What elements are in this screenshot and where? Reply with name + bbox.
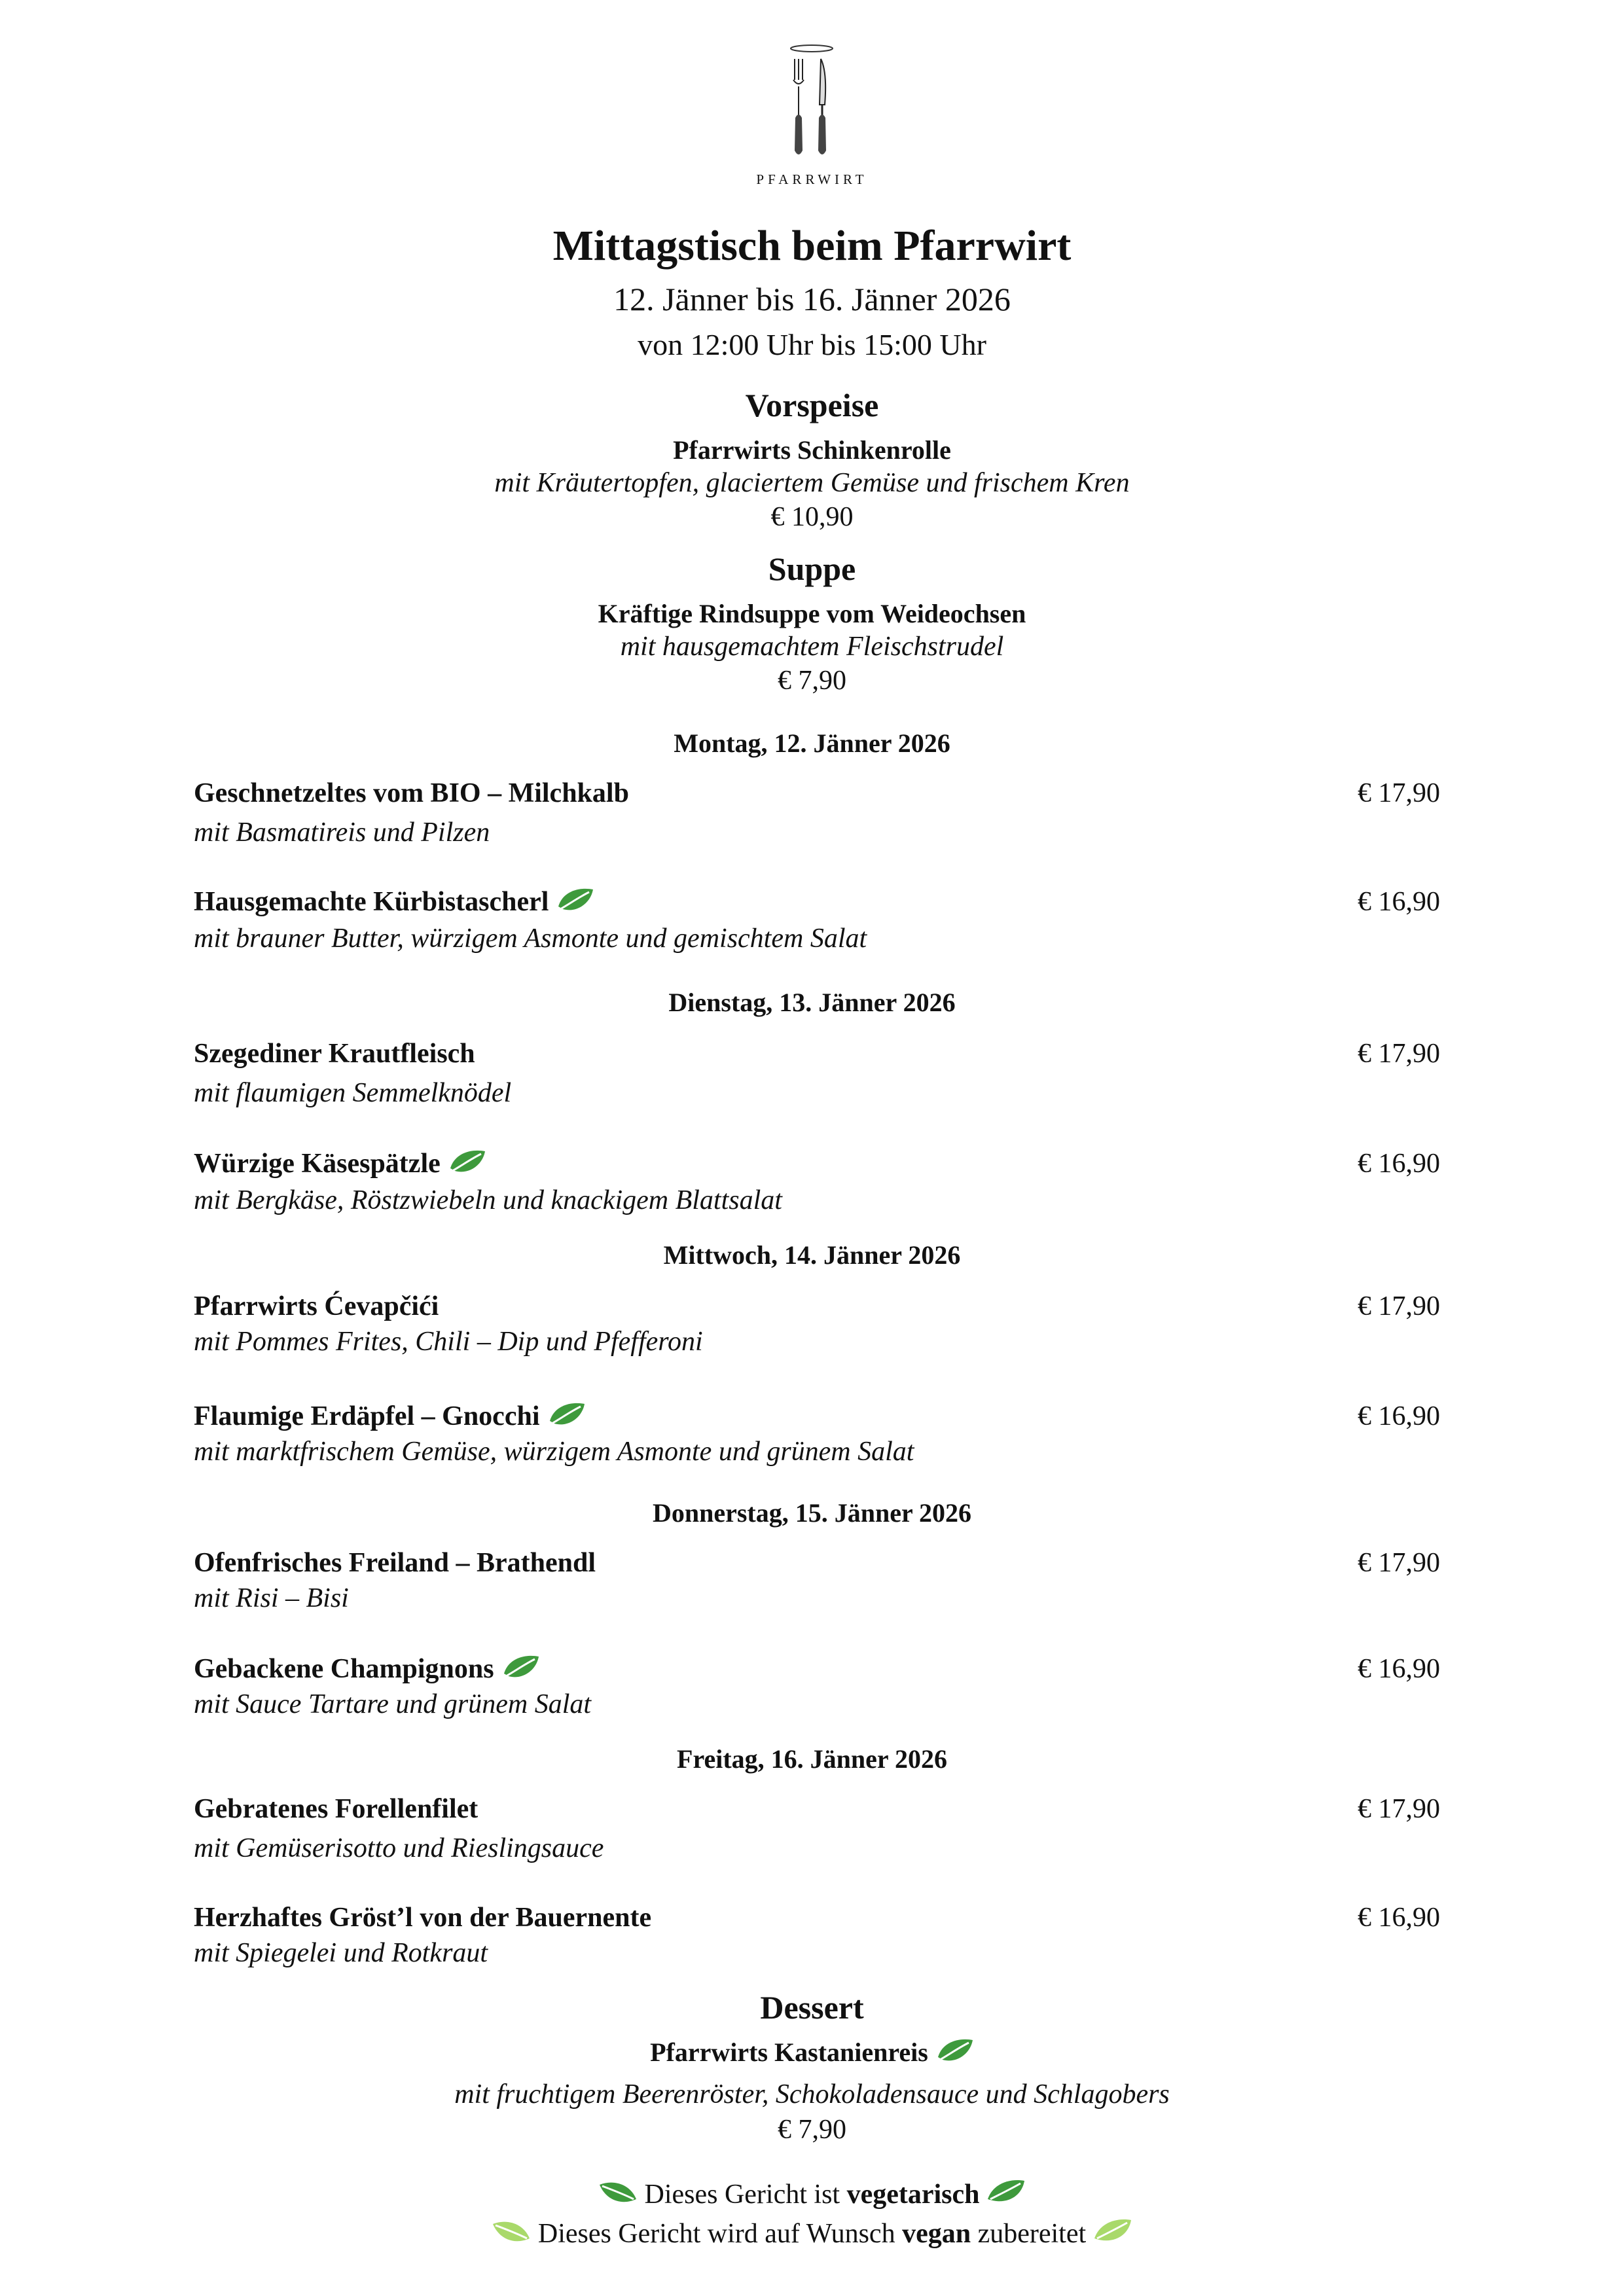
soup-description: mit hausgemachtem Fleischstrudel: [620, 632, 1004, 662]
dish-name: Gebratenes Forellenfilet: [194, 1794, 478, 1824]
dish-description: mit marktfrischem Gemüse, würzigem Asmonte und grünem Salat: [194, 1437, 914, 1467]
dish-price: € 17,90: [1358, 1794, 1440, 1824]
dish-price: € 17,90: [1358, 778, 1440, 808]
vegetarian-leaf-icon: [556, 887, 594, 914]
dessert-heading: Dessert: [760, 1989, 864, 2026]
legend-vegetarian: [0, 2178, 1624, 2210]
dish-description: mit Gemüserisotto und Rieslingsauce: [194, 1833, 604, 1863]
soup-heading: Suppe: [768, 550, 856, 587]
vegan-leaf-icon: [1093, 2217, 1132, 2245]
dish-price: € 17,90: [1358, 1039, 1440, 1069]
legend-vegetarian-word: vegetarisch: [846, 2179, 980, 2210]
brand-name: PFARRWIRT: [756, 171, 868, 187]
legend-vegan-text: Dieses Gericht wird auf Wunsch: [537, 2219, 895, 2249]
day-heading-monday: Montag, 12. Jänner 2026: [674, 728, 950, 758]
legend-vegan-suffix: zubereitet: [977, 2219, 1087, 2249]
page-title: Mittagstisch beim Pfarrwirt: [552, 222, 1072, 270]
starter-description: mit Kräutertopfen, glaciertem Gemüse und frischem Kren: [494, 468, 1130, 498]
day-heading-tuesday: Dienstag, 13. Jänner 2026: [668, 988, 956, 1017]
dish-description: mit Sauce Tartare und grünem Salat: [194, 1689, 592, 1719]
dish-description: mit Pommes Frites, Chili – Dip und Pfefferoni: [194, 1327, 703, 1357]
dish-description: mit flaumigen Semmelknödel: [194, 1078, 512, 1108]
dish-description: mit brauner Butter, würzigem Asmonte und gemischtem Salat: [194, 924, 867, 954]
dish-name: Flaumige Erdäpfel – Gnocchi: [194, 1401, 586, 1432]
dish-name: Szegediner Krautfleisch: [194, 1039, 475, 1069]
dish-name: Herzhaftes Gröst’l von der Bauernente: [194, 1903, 652, 1933]
dish-name: Ofenfrisches Freiland – Brathendl: [194, 1548, 596, 1578]
dish-description: mit Basmatireis und Pilzen: [194, 817, 490, 848]
dish-price: € 17,90: [1358, 1548, 1440, 1578]
dish-name: Hausgemachte Kürbistascherl: [194, 886, 594, 918]
dish-price: € 16,90: [1358, 1903, 1440, 1933]
day-heading-thursday: Donnerstag, 15. Jänner 2026: [652, 1498, 972, 1528]
starter-heading: Vorspeise: [745, 387, 879, 423]
dish-name: Geschnetzeltes vom BIO – Milchkalb: [194, 778, 629, 808]
dish-price: € 16,90: [1358, 887, 1440, 917]
day-heading-friday: Freitag, 16. Jänner 2026: [677, 1744, 947, 1774]
date-range: 12. Jänner bis 16. Jänner 2026: [613, 281, 1011, 317]
legend-vegan: [0, 2217, 1624, 2250]
dessert-description: mit fruchtigem Beerenröster, Schokoladensauce und Schlagobers: [454, 2079, 1170, 2109]
dish-description: mit Bergkäse, Röstzwiebeln und knackigem Blattsalat: [194, 1185, 782, 1215]
vegetarian-leaf-icon: [448, 1149, 486, 1176]
dish-name: Pfarrwirts Ćevapčići: [194, 1291, 439, 1321]
vegetarian-leaf-icon: [502, 1654, 540, 1681]
dish-description: mit Spiegelei und Rotkraut: [194, 1938, 488, 1968]
starter-price: € 10,90: [770, 502, 854, 532]
dish-name: Gebackene Champignons: [194, 1653, 540, 1685]
soup-name: Kräftige Rindsuppe vom Weideochsen: [598, 599, 1026, 628]
dish-price: € 16,90: [1358, 1149, 1440, 1179]
vegetarian-leaf-icon: [936, 2037, 974, 2065]
starter-name: Pfarrwirts Schinkenrolle: [673, 435, 951, 465]
day-heading-wednesday: Mittwoch, 14. Jänner 2026: [663, 1240, 961, 1270]
dessert-name: Pfarrwirts Kastanienreis: [0, 2037, 1624, 2068]
vegetarian-leaf-icon: [986, 2178, 1026, 2206]
vegetarian-leaf-icon: [548, 1401, 586, 1429]
dish-price: € 17,90: [1358, 1291, 1440, 1321]
dish-name: Würzige Käsespätzle: [194, 1148, 486, 1179]
vegan-leaf-icon: [492, 2217, 531, 2245]
legend-vegan-word: vegan: [902, 2219, 971, 2249]
dish-price: € 16,90: [1358, 1401, 1440, 1431]
dish-price: € 16,90: [1358, 1654, 1440, 1684]
cutlery-logo-icon: [779, 39, 844, 164]
dessert-price: € 7,90: [778, 2115, 846, 2145]
soup-price: € 7,90: [778, 666, 846, 696]
dish-description: mit Risi – Bisi: [194, 1583, 349, 1613]
vegetarian-leaf-icon: [598, 2178, 638, 2206]
legend-vegetarian-text: Dieses Gericht ist: [644, 2179, 840, 2210]
opening-hours: von 12:00 Uhr bis 15:00 Uhr: [638, 328, 986, 361]
